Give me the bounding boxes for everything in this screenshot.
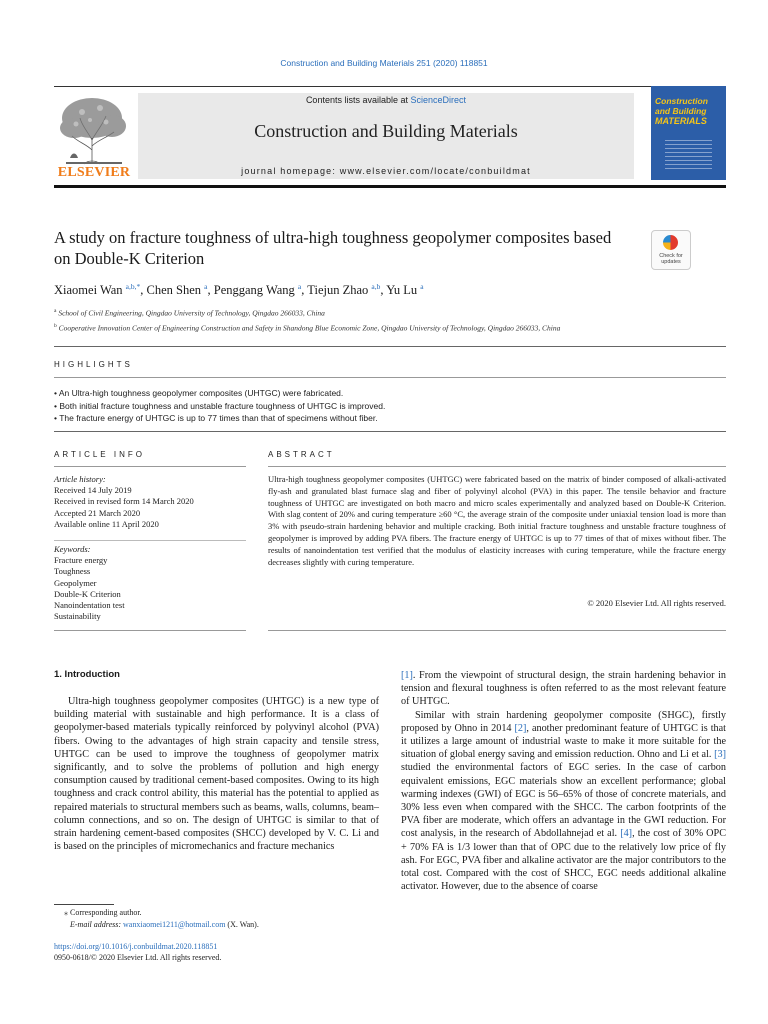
cover-title-line1: Construction: [655, 96, 708, 106]
highlight-item: • The fracture energy of UHTGC is up to 77 times than that of specimens without fiber.: [54, 412, 726, 425]
affiliation-item: [54, 305, 726, 320]
history-item: Accepted 21 March 2020: [54, 507, 141, 518]
cover-title-line3: MATERIALS: [655, 116, 707, 126]
contents-prefix: Contents lists available at: [305, 95, 408, 105]
affiliation-mark: b: [54, 322, 57, 329]
keyword-item: Sustainability: [54, 611, 101, 622]
divider: [54, 377, 726, 378]
intro-paragraph-left: Ultra-high toughness geopolymer composites (UHTGC) is a new type of building material with sustainable and high performance. It is a class of geopolymer-based materials typically reinforced by polyvinyl alcohol (PVA) fibers. Owing to the advantages of high strain capacity and tensile stress, UHTGC can be used to improve the toughness of geopolymer matrix significantly, and to solve the problems of pollution and high energy consumption caused by traditional cement-based composites. Owing to its high toughness and crack control ability, this material has the potential to applied as repaired materials to structural members such as beams, walls, columns, beam–column connections, and so on. The design of UHTGC is similar to that of strain hardening cement-based composites (SHCC) developed by V. C. Li and is based on the principles of micromechanics and fracture mechanics: [54, 696, 379, 853]
affiliation-text: School of Civil Engineering, Qingdao University of Technology, Qingdao 266033, China: [58, 308, 325, 318]
author-affiliation-mark[interactable]: a: [297, 282, 302, 291]
highlights-list: [54, 387, 726, 425]
intro-paragraph: [401, 709, 726, 894]
cover-decoration: [665, 140, 712, 170]
history-label: Article history:: [54, 474, 106, 484]
author-affiliation-mark[interactable]: a: [420, 282, 424, 291]
highlights-heading: HIGHLIGHTS: [54, 360, 133, 369]
intro-paragraph: [401, 669, 726, 709]
divider: [54, 466, 246, 467]
abstract-heading: ABSTRACT: [268, 450, 335, 459]
keywords: [54, 544, 246, 622]
issn-copyright: 0950-0618/© 2020 Elsevier Ltd. All rights reserved.: [54, 953, 222, 962]
citation-link[interactable]: [4]: [620, 828, 633, 840]
author-affiliation-mark[interactable]: a,b,*: [125, 282, 141, 291]
history-item: Available online 11 April 2020: [54, 518, 159, 529]
divider: [268, 630, 726, 631]
sciencedirect-link[interactable]: ScienceDirect: [410, 95, 467, 105]
divider: [54, 346, 726, 347]
corresponding-text: Corresponding author.: [70, 908, 142, 917]
paragraph-text: Similar with strain hardening geopolymer composite (SHGC), firstly proposed by Ohno in 2014: [401, 709, 726, 734]
divider: [54, 540, 246, 541]
highlight-item: • An Ultra-high toughness geopolymer composites (UHTGC) were fabricated.: [54, 387, 726, 400]
email-suffix: (X. Wan).: [227, 919, 259, 929]
email-link[interactable]: wanxiaomei1211@hotmail.com: [123, 919, 226, 929]
crossmark-icon: [663, 235, 678, 250]
author-name[interactable]: Yu Lu: [386, 283, 418, 298]
check-for-updates-label: Check for updates: [659, 253, 683, 265]
journal-title: Construction and Building Materials: [254, 121, 518, 141]
highlight-item: • Both initial fracture toughness and unstable fracture toughness of UHTGC is improved.: [54, 400, 726, 413]
author-name[interactable]: Chen Shen: [146, 283, 202, 298]
keyword-item: Toughness: [54, 566, 91, 577]
divider: [54, 630, 246, 631]
corresponding-author-note: [54, 907, 379, 919]
body-column-right: [401, 669, 726, 893]
citation-link[interactable]: [1]: [401, 670, 413, 681]
article-info-heading: ARTICLE INFO: [54, 450, 145, 459]
affiliation-mark: a: [54, 308, 57, 314]
author-name[interactable]: Tiejun Zhao: [307, 283, 369, 298]
author-list: Xiaomei Wan $^{a,b,*}$, Chen Shen $^a$, Penggang Wang $^a$, Tiejun Zhao $^{a,b}$, Yu Lu $^a$: [54, 282, 424, 298]
section-heading-introduction: 1. Introduction: [54, 669, 120, 680]
cover-title: [655, 96, 722, 126]
header-top-rule: [54, 86, 726, 87]
article-title: A study on fracture toughness of ultra-high toughness geopolymer composites based on Double-K Criterion: [54, 228, 612, 268]
check-for-updates-button[interactable]: [651, 230, 691, 270]
contents-availability-line: [138, 95, 634, 105]
keyword-item: Fracture energy: [54, 555, 108, 566]
keyword-item: Nanoindentation test: [54, 600, 125, 611]
divider: [54, 431, 726, 432]
author-affiliation-mark[interactable]: a,b: [371, 282, 381, 291]
author-name[interactable]: Penggang Wang: [213, 283, 295, 298]
citation-link[interactable]: [3]: [714, 749, 726, 761]
doi-link[interactable]: https://doi.org/10.1016/j.conbuildmat.2020.118851: [54, 942, 218, 951]
cover-title-line2: and Building: [655, 106, 707, 116]
header-bottom-rule: [54, 185, 726, 188]
corresponding-mark: ⁎: [64, 908, 68, 917]
keyword-item: Geopolymer: [54, 577, 97, 588]
footnote-divider: [54, 904, 114, 905]
journal-cover-image: [651, 86, 726, 180]
journal-citation-link[interactable]: Construction and Building Materials 251 (2020) 118851: [280, 58, 488, 68]
elsevier-wordmark: ELSEVIER: [57, 165, 131, 180]
paragraph-text: studied the environmental factors of EGC series. In the case of carbon equivalent emissions, EGC materials show an excellent performance; global warming indexes (GWI) of EGC is 56–65% of those of concrete materials, and 30% less even when compared with the SHCC. The carbon footprints of the PVA fiber are moderate, which offers an advantage in the GWI reduction. For cost analysis, in the research of Abdollahnejad et al.: [401, 762, 726, 840]
keywords-label: Keywords:: [54, 544, 91, 554]
author-name[interactable]: Xiaomei Wan: [54, 283, 123, 298]
paragraph-text: . From the viewpoint of structural design, the strain hardening behavior in tension and flexural toughness is often referred to as the most relevant feature of UHTGC.: [401, 670, 726, 708]
paragraph-text: , another predominant feature of UHTGC is that it utilizes a large amount of industrial waste to make it more suitable for the situation of global energy saving and emission reduction. Ohno and Li et al.: [401, 722, 726, 761]
paragraph-text: , the cost of 30% OPC + 70% FA is 1/3 lower than that of OPC due to the relatively low price of fly ash. For EGC, PVA fiber and alkaline activator are the major contributors to the total cost. Compared with the cost of SHCC, EGC needs additional alkaline activator. However, due to the absence of coarse: [401, 828, 726, 893]
affiliation-text: Cooperative Innovation Center of Engineering Construction and Safety in Shandong Blue Economic Zone, Qingdao University of Technology, Qingdao 266033, China: [58, 323, 561, 332]
affiliations: [54, 305, 726, 334]
abstract-text: Ultra-high toughness geopolymer composites (UHTGC) were fabricated based on the matrix of binder composed of alkali-activated fly-ash and granulated blast furnace slag and fiber of polyvinyl alcohol (PVA) in this paper. The tensile behavior and fracture toughness of UHTGC are investigated on both macro and micro scales experimentally and analyzed based on Double-K Criterion. With slag content of 20% and curing temperature ≥60 °C, the average strain of the composite under uniaxial tension load is more than 3% with pseudo-strain hardening behavior and multiple cracking. Both initial fracture toughness and unstable fracture toughness of geopolymer is improved by adding PVA fibers. The fracture energy of UHTGC is up to 77 times of that of mixes without fiber. The results of nanoindentation test verified that the modulus of elasticity increases with curing temperature, while the fracture energy decreases slightly with curing temperature.: [268, 474, 726, 567]
email-note: [54, 919, 379, 931]
history-item: Received in revised form 14 March 2020: [54, 496, 194, 507]
history-item: Received 14 July 2019: [54, 485, 132, 496]
article-history: [54, 474, 246, 530]
footnotes: [54, 907, 379, 930]
keyword-item: Double-K Criterion: [54, 588, 121, 599]
journal-homepage-link[interactable]: journal homepage: www.elsevier.com/locate/conbuildmat: [241, 166, 531, 176]
email-label: E-mail address:: [70, 919, 122, 929]
author-affiliation-mark[interactable]: a: [204, 282, 208, 291]
abstract-copyright: © 2020 Elsevier Ltd. All rights reserved.: [587, 598, 726, 608]
citation-link[interactable]: [2]: [514, 722, 527, 734]
divider: [268, 466, 726, 467]
affiliation-item: [54, 320, 726, 335]
